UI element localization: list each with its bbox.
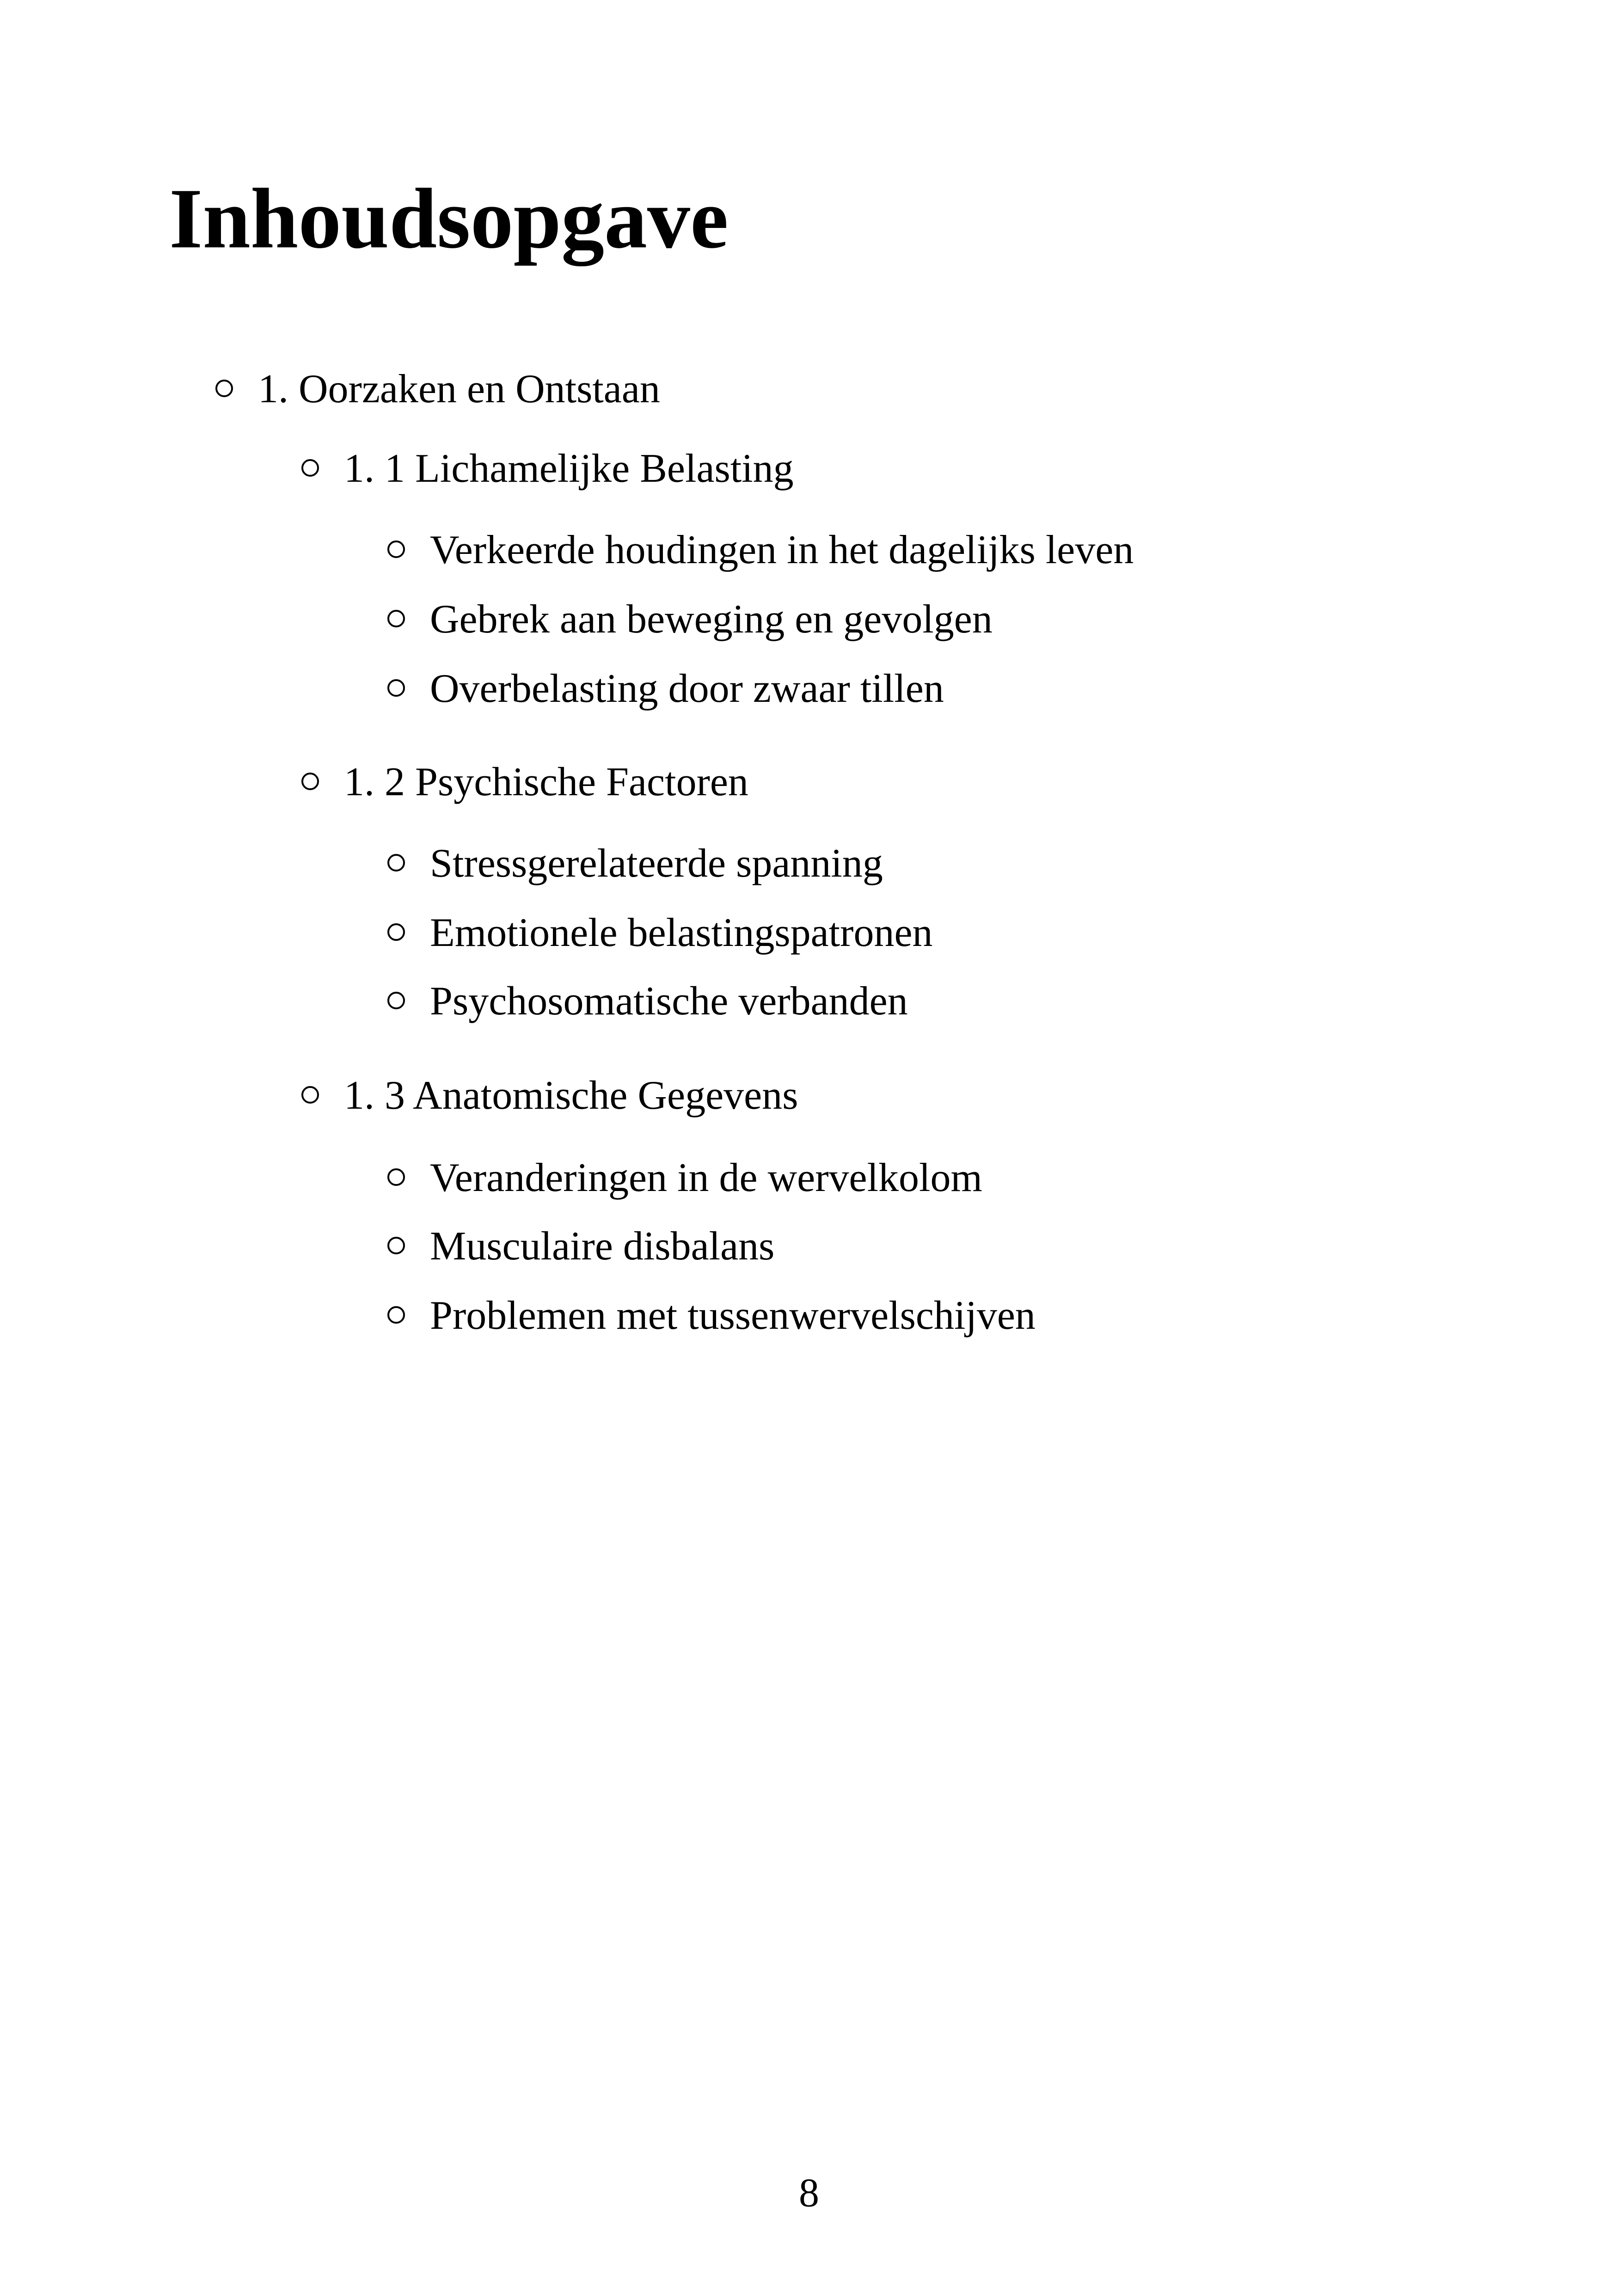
circle-bullet-icon bbox=[387, 610, 405, 627]
toc-entry-label: 1. Oorzaken en Ontstaan bbox=[258, 367, 660, 411]
circle-bullet-icon bbox=[387, 1168, 405, 1186]
circle-bullet-icon bbox=[387, 1237, 405, 1254]
page-title: Inhoudsopgave bbox=[169, 171, 729, 266]
toc-entry-level3 bbox=[387, 530, 1134, 571]
toc-entry-label: Problemen met tussenwervelschijven bbox=[430, 1293, 1036, 1338]
toc-entry-label: Stressgerelateerde spanning bbox=[430, 841, 883, 886]
toc-entry-level2 bbox=[301, 448, 794, 489]
toc-entry-label: Psychosomatische verbanden bbox=[430, 979, 908, 1024]
toc-entry-level3 bbox=[387, 1155, 982, 1200]
toc-entry-label: 1. 1 Lichamelijke Belasting bbox=[344, 446, 794, 491]
toc-entry-level2 bbox=[301, 1075, 798, 1116]
toc-entry-level3 bbox=[387, 843, 883, 884]
toc-entry-label: Verkeerde houdingen in het dagelijks leven bbox=[430, 528, 1134, 572]
circle-bullet-icon bbox=[301, 773, 319, 790]
circle-bullet-icon bbox=[387, 679, 405, 697]
toc-entry-label: Gebrek aan beweging en gevolgen bbox=[430, 597, 993, 642]
toc-entry-label: 1. 3 Anatomische Gegevens bbox=[344, 1073, 798, 1118]
toc-entry-level3 bbox=[387, 910, 933, 955]
circle-bullet-icon bbox=[387, 992, 405, 1009]
toc-entry-label: Overbelasting door zwaar tillen bbox=[430, 666, 944, 711]
toc-entry-level3 bbox=[387, 666, 944, 711]
toc-entry-label: Musculaire disbalans bbox=[430, 1224, 775, 1269]
circle-bullet-icon bbox=[387, 540, 405, 558]
circle-bullet-icon bbox=[301, 459, 319, 477]
toc-entry-level1 bbox=[215, 369, 660, 410]
circle-bullet-icon bbox=[387, 854, 405, 872]
circle-bullet-icon bbox=[387, 923, 405, 941]
circle-bullet-icon bbox=[387, 1306, 405, 1324]
toc-entry-level3 bbox=[387, 1226, 774, 1267]
toc-entry-level3 bbox=[387, 1295, 1036, 1336]
toc-entry-label: Emotionele belastingspatronen bbox=[430, 910, 933, 955]
toc-entry-level2 bbox=[301, 762, 748, 803]
toc-entry-label: 1. 2 Psychische Factoren bbox=[344, 760, 748, 804]
circle-bullet-icon bbox=[215, 380, 233, 397]
toc-entry-label: Veranderingen in de wervelkolom bbox=[430, 1155, 982, 1200]
toc-entry-level3 bbox=[387, 599, 993, 640]
toc-entry-level3 bbox=[387, 981, 908, 1022]
circle-bullet-icon bbox=[301, 1086, 319, 1104]
page-number: 8 bbox=[799, 2171, 819, 2216]
